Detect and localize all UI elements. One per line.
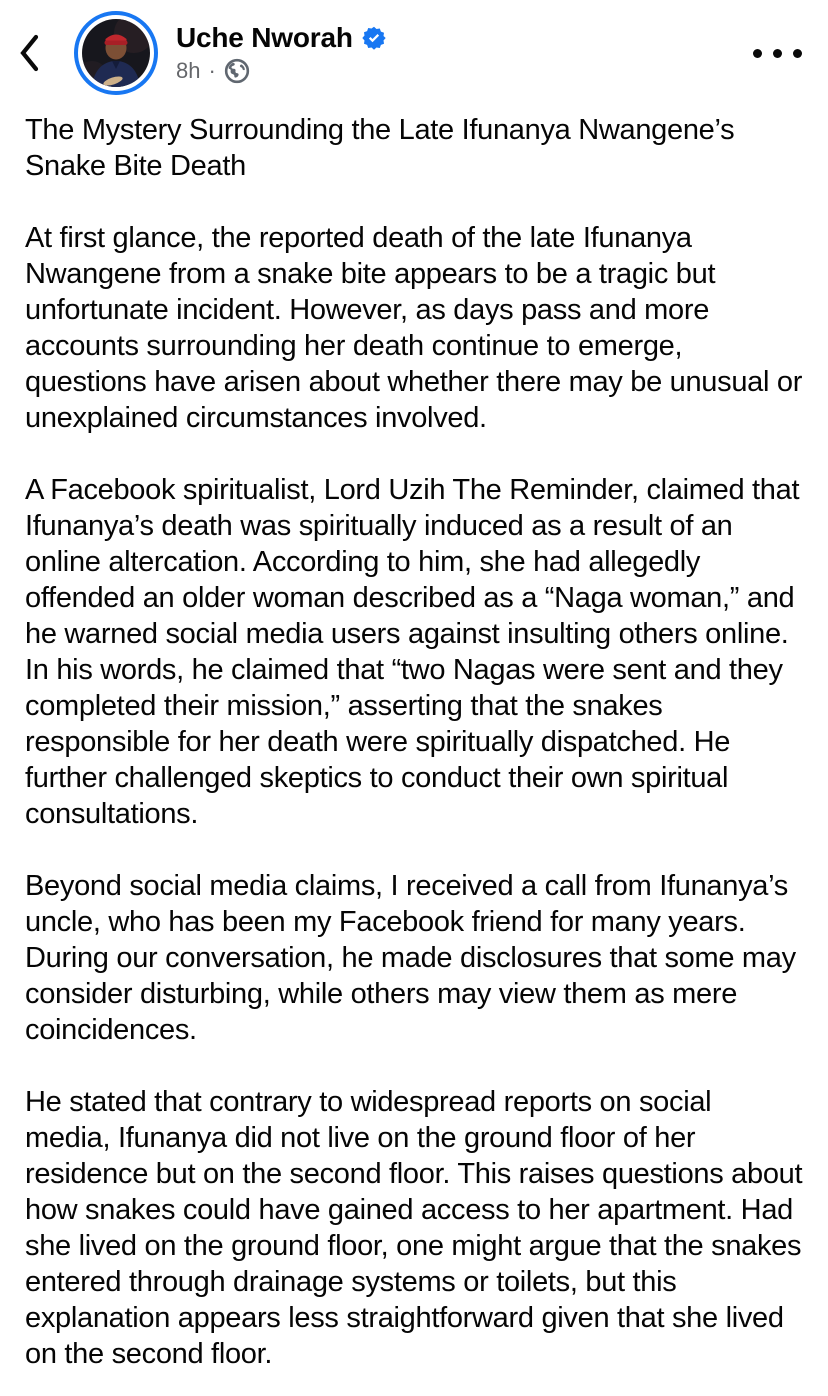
dot-icon: [753, 49, 762, 58]
post-meta: [176, 58, 753, 84]
post-paragraph: He stated that contrary to widespread reports on social media, Ifunanya did not live on the ground floor of her residence but on the second floor. This raises questions about how snakes could have gained access to her apartment. Had she lived on the ground floor, one might argue that the snakes entered through drainage systems or toilets, but this explanation appears less straightforward given that she lived on the second floor.: [25, 1086, 803, 1370]
post-paragraph: Beyond social media claims, I received a call from Ifunanya’s uncle, who has been my Facebook friend for many years. During our conversation, he made disclosures that some may consider disturbing, while others may view them as mere coincidences.: [25, 870, 796, 1046]
chevron-left-icon: [16, 31, 42, 75]
post-body: [0, 100, 828, 1372]
globe-icon: [224, 58, 250, 84]
profile-id-block: [176, 22, 753, 84]
verified-badge-icon: [362, 26, 386, 50]
post-paragraph: At first glance, the reported death of the late Ifunanya Nwangene from a snake bite appears to be a tragic but unfortunate incident. However, as days pass and more accounts surrounding her death continue to emerge, questions have arisen about whether there may be unusual or unexplained circumstances involved.: [25, 222, 803, 434]
profile-name[interactable]: Uche Nworah: [176, 22, 353, 53]
post-header: [0, 0, 828, 100]
meta-separator: ·: [208, 58, 216, 83]
more-options-button[interactable]: [753, 31, 802, 75]
dot-icon: [793, 49, 802, 58]
avatar[interactable]: [74, 11, 158, 95]
profile-photo: [82, 19, 150, 87]
post-title: The Mystery Surrounding the Late Ifunanya Nwangene’s Snake Bite Death: [25, 114, 735, 182]
post-paragraph: A Facebook spiritualist, Lord Uzih The Reminder, claimed that Ifunanya’s death was spiritually induced as a result of an online altercation. According to him, she had allegedly offended an older woman described as a “Naga woman,” and he warned social media users against insulting others online. In his words, he claimed that “two Nagas were sent and they completed their mission,” asserting that the snakes responsible for her death were spiritually dispatched. He further challenged skeptics to conduct their own spiritual consultations.: [25, 474, 800, 830]
timestamp: 8h: [176, 58, 201, 83]
name-row: [176, 22, 753, 54]
dot-icon: [773, 49, 782, 58]
back-button[interactable]: [16, 25, 60, 81]
